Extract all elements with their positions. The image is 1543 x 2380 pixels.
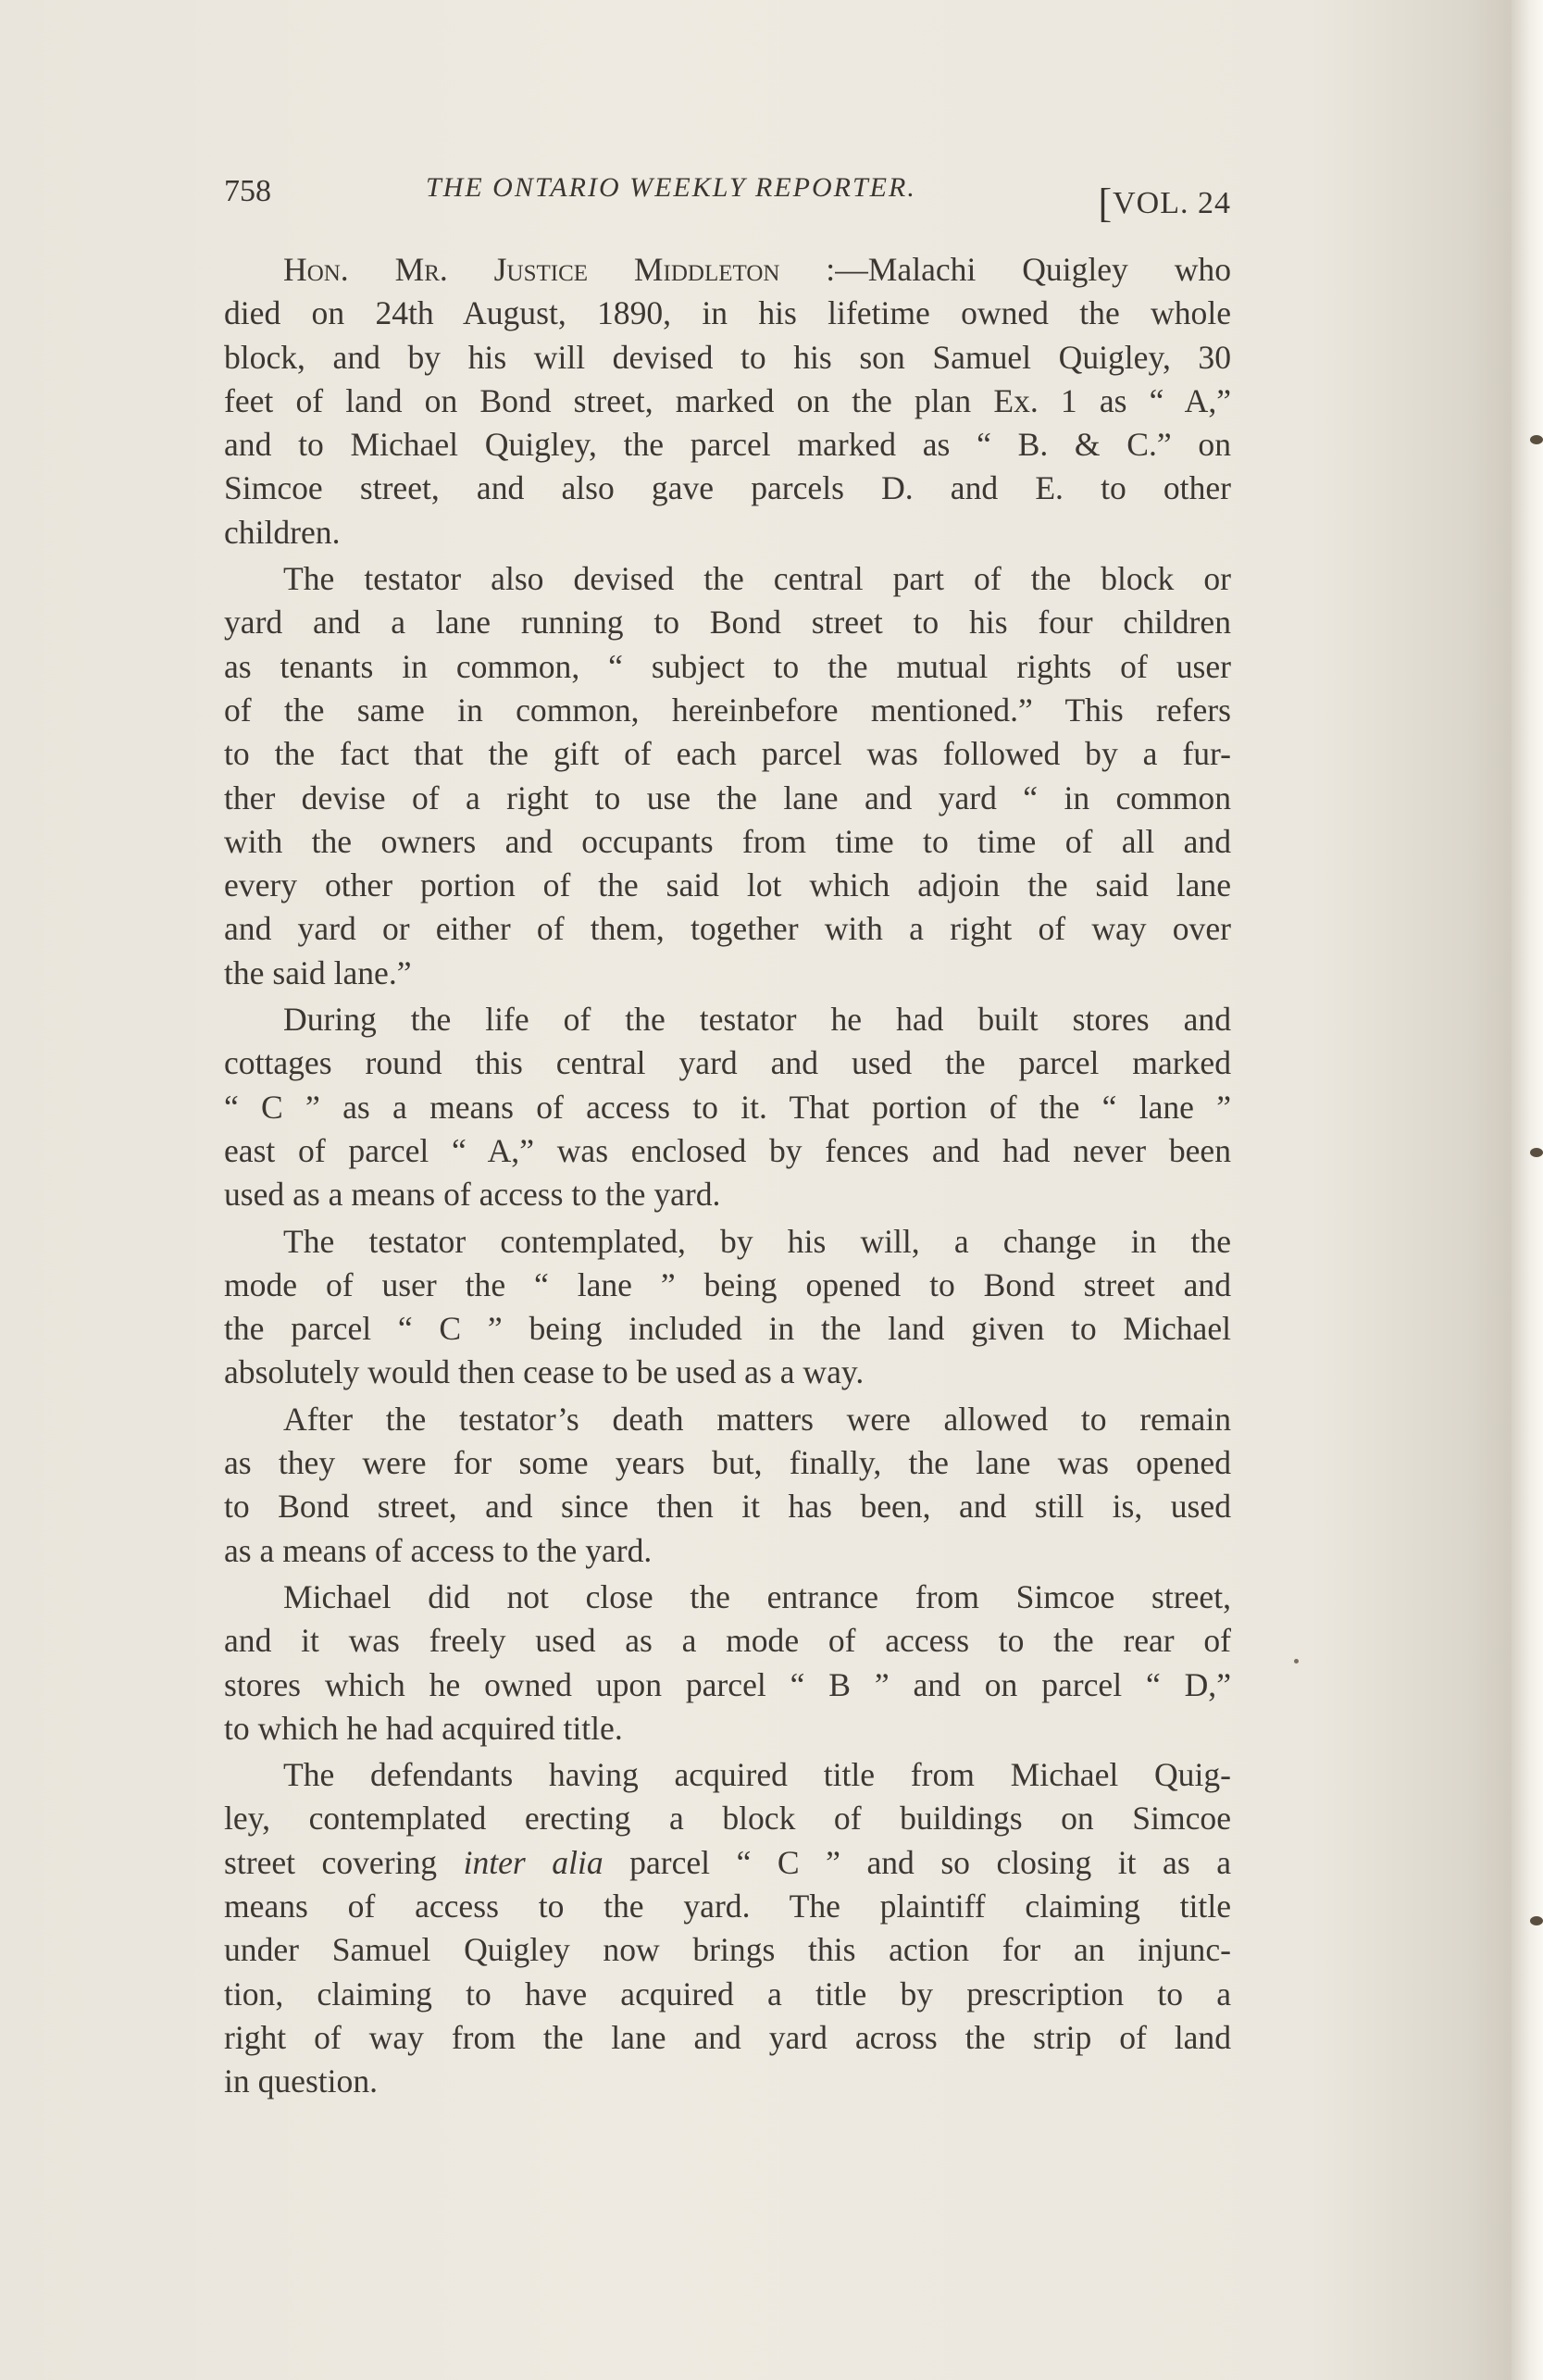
- text-line: [224, 248, 1231, 292]
- text-line: Simcoe street, and also gave parcels D. and E. to other: [224, 469, 1231, 507]
- text-segment: parcel “ C ” and so closing it as a: [629, 1843, 1231, 1881]
- page-edge-mark: [1530, 1148, 1543, 1157]
- paragraph-1: [224, 248, 1231, 555]
- text-line: cottages round this central yard and used the parcel marked: [224, 1044, 1231, 1082]
- page-number: 758: [224, 174, 271, 208]
- text-line: as tenants in common, “ subject to the mutual rights of user: [224, 647, 1231, 685]
- paragraph-4: [224, 1220, 1231, 1395]
- running-header: [224, 167, 1231, 226]
- text-line: and yard or either of them, together with a right of way over: [224, 910, 1231, 948]
- text-segment: street covering: [224, 1843, 438, 1881]
- text-line: mode of user the “ lane ” being opened to Bond street and: [224, 1265, 1231, 1303]
- volume-bracket: [: [1098, 181, 1114, 226]
- text-line: under Samuel Quigley now brings this action for an injunc-: [224, 1931, 1231, 1969]
- page-speck: [1294, 1659, 1299, 1664]
- text-line: the said lane.”: [224, 953, 412, 991]
- running-title: THE ONTARIO WEEKLY REPORTER.: [426, 172, 916, 203]
- text-line: to which he had acquired title.: [224, 1709, 623, 1747]
- text-line: absolutely would then cease to be used as a way.: [224, 1353, 865, 1391]
- text-line: died on 24th August, 1890, in his lifetime owned the whole: [224, 294, 1231, 332]
- volume-text: VOL. 24: [1113, 186, 1231, 220]
- text-line-content: Malachi Quigley who: [867, 251, 1232, 288]
- text-line: block, and by his will devised to his son Samuel Quigley, 30: [224, 338, 1231, 376]
- text-line: ley, contemplated erecting a block of buildings on Simcoe: [224, 1800, 1231, 1838]
- text-line: “ C ” as a means of access to it. That portion of the “ lane ”: [224, 1088, 1231, 1126]
- page-edge: [1512, 0, 1543, 2380]
- text-line: as they were for some years but, finally, the lane was opened: [224, 1444, 1231, 1482]
- text-line: Michael did not close the entrance from Simcoe street,: [283, 1577, 1231, 1615]
- volume-label: [1098, 180, 1231, 227]
- text-line: tion, claiming to have acquired a title by prescription to a: [224, 1975, 1231, 2012]
- text-line: feet of land on Bond street, marked on the plan Ex. 1 as “ A,”: [224, 381, 1231, 419]
- page-edge-mark: [1530, 435, 1543, 444]
- text-line: yard and a lane running to Bond street to his four children: [224, 604, 1231, 642]
- text-line: east of parcel “ A,” was enclosed by fences and had never been: [224, 1131, 1231, 1169]
- text-line: of the same in common, hereinbefore mentioned.” This refers: [224, 691, 1231, 729]
- paragraph-2: [224, 557, 1231, 995]
- text-line: as a means of access to the yard.: [224, 1531, 653, 1569]
- text-line: in question.: [224, 2062, 379, 2100]
- text-line: During the life of the testator he had built stores and: [283, 1001, 1231, 1039]
- text-line: the parcel “ C ” being included in the land given to Michael: [224, 1310, 1231, 1348]
- text-line: stores which he owned upon parcel “ B ” and on parcel “ D,”: [224, 1665, 1231, 1703]
- text-line: children.: [224, 513, 341, 551]
- text-line: to Bond street, and since then it has been, and still is, used: [224, 1488, 1231, 1526]
- judgment-text: [224, 248, 1231, 2106]
- text-line: to the fact that the gift of each parcel was followed by a fur-: [224, 735, 1231, 773]
- latin-phrase: inter alia: [463, 1843, 604, 1881]
- paragraph-6: [224, 1576, 1231, 1751]
- text-line: ther devise of a right to use the lane and yard “ in common: [224, 779, 1231, 816]
- text-line: The testator contemplated, by his will, a change in the: [283, 1222, 1231, 1260]
- text-line: every other portion of the said lot which adjoin the said lane: [224, 866, 1231, 904]
- paragraph-3: [224, 998, 1231, 1216]
- page-edge-mark: [1530, 1916, 1543, 1925]
- judge-name: Hon. Mr. Justice Middleton :—: [283, 251, 868, 288]
- text-line: used as a means of access to the yard.: [224, 1176, 721, 1214]
- text-line: with the owners and occupants from time to time of all and: [224, 822, 1231, 860]
- text-line: right of way from the lane and yard across the strip of land: [224, 2018, 1231, 2056]
- text-line: and it was freely used as a mode of access to the rear of: [224, 1622, 1231, 1660]
- text-line: means of access to the yard. The plaintiff claiming title: [224, 1887, 1231, 1925]
- text-line: [224, 1841, 1231, 1885]
- text-line: The testator also devised the central part of the block or: [283, 560, 1231, 598]
- text-line: and to Michael Quigley, the parcel marked as “ B. & C.” on: [224, 426, 1231, 464]
- text-line: The defendants having acquired title from Michael Quig-: [283, 1756, 1231, 1794]
- paragraph-7: [224, 1753, 1231, 2103]
- paragraph-5: [224, 1398, 1231, 1573]
- text-line: After the testator’s death matters were allowed to remain: [283, 1400, 1231, 1438]
